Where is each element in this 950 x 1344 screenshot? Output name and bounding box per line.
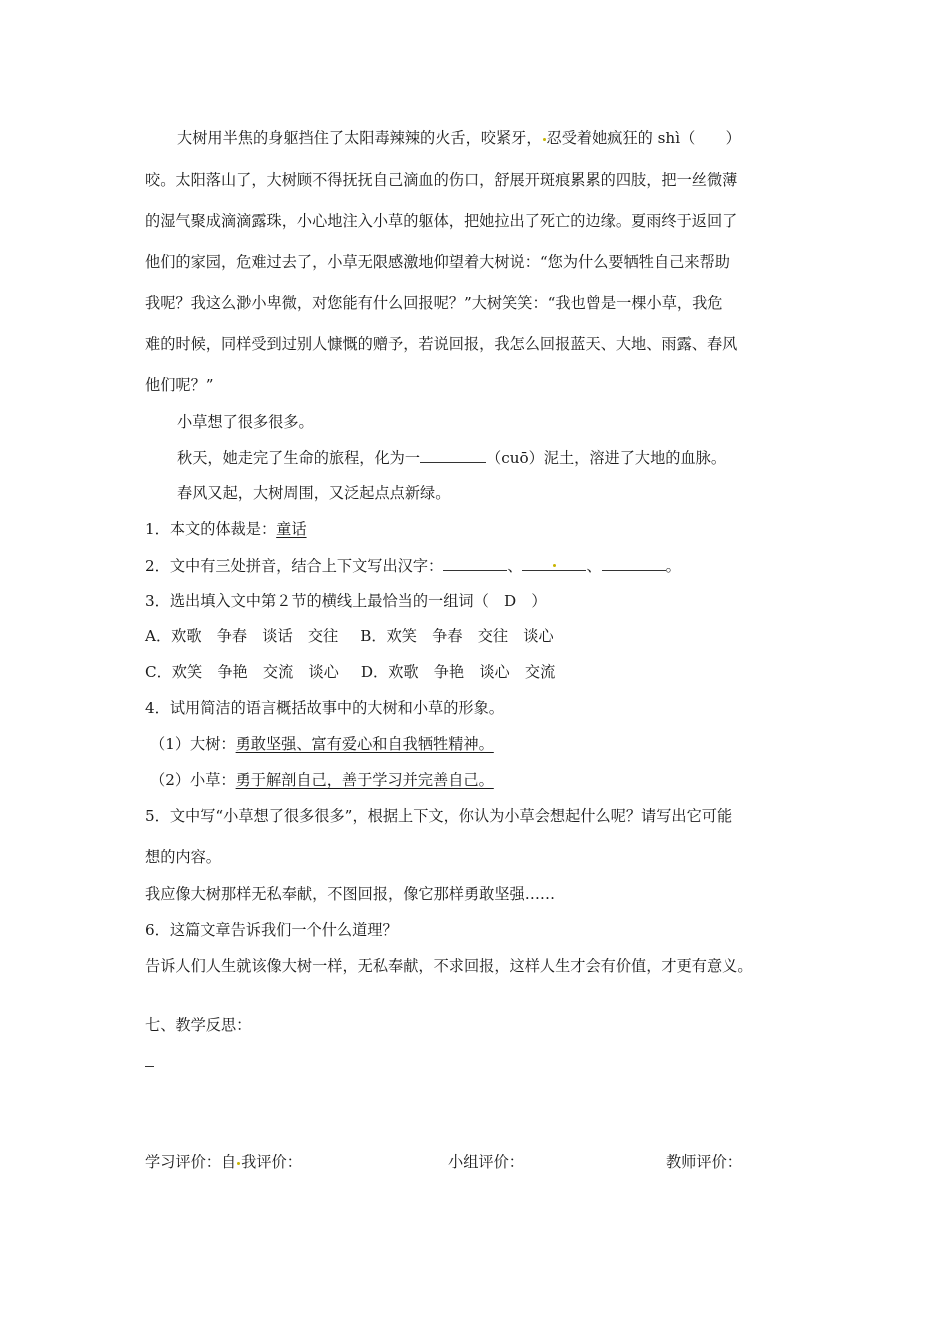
- passage-line: [177, 128, 817, 148]
- teacher-evaluation: 教师评价：: [666, 1153, 742, 1171]
- text-cursor[interactable]: [145, 1066, 154, 1067]
- passage-text: 忍受着她疯狂的 shì（ ）: [546, 129, 741, 147]
- fill-blank-3[interactable]: [602, 555, 666, 571]
- question-label: 2．文中有三处拼音，结合上下文写出汉字：: [145, 557, 444, 575]
- fill-blank-1[interactable]: [443, 555, 507, 571]
- separator: 、: [507, 557, 523, 575]
- option-b: B．欢笑 争春 交往 谈心: [360, 627, 554, 645]
- passage-paragraph-4: 春风又起，大树周围，又泛起点点新绿。: [177, 484, 451, 502]
- question-6-answer: 告诉人们人生就该像大树一样，无私奉献，不求回报，这样人生才会有价值，才更有意义。: [145, 957, 753, 975]
- question-label: （1）大树：: [150, 735, 236, 753]
- group-evaluation: 小组评价：: [448, 1153, 524, 1171]
- answer-text: 勇于解剖自己，善于学习并完善自己。: [235, 771, 494, 789]
- separator: 、: [586, 557, 602, 575]
- question-5-cont: 想的内容。: [145, 848, 221, 866]
- end-mark: 。: [665, 557, 681, 575]
- passage-line: 我呢？我这么渺小卑微，对您能有什么回报呢？”大树笑笑：“我也曾是一棵小草，我危: [145, 294, 723, 312]
- passage-paragraph-3: [177, 447, 817, 468]
- question-3-options-row-1: [145, 626, 815, 646]
- question-3-options-row-2: [145, 662, 815, 682]
- question-4-part-1: [150, 734, 820, 754]
- question-2: [145, 555, 815, 576]
- passage-text: 秋天，她走完了生命的旅程，化为一: [177, 449, 420, 467]
- answer-text: 童话: [276, 520, 307, 538]
- question-label: （2）小草：: [150, 771, 236, 789]
- question-5: 5．文中写“小草想了很多很多”，根据上下文，你认为小草会想起什么呢？请写出它可能: [145, 807, 733, 825]
- option-a: A．欢歌 争春 谈话 交往: [145, 627, 339, 645]
- question-3: 3．选出填入文中第２节的横线上最恰当的一组词（ D ）: [145, 592, 547, 610]
- question-4: 4．试用简洁的语言概括故事中的大树和小草的形象。: [145, 699, 504, 717]
- passage-paragraph-2: 小草想了很多很多。: [177, 413, 314, 431]
- question-label: 1．本文的体裁是：: [145, 520, 277, 538]
- passage-line: 他们的家园，危难过去了，小草无限感激地仰望着大树说：“您为什么要牺牲自己来帮助: [145, 253, 730, 271]
- passage-text: 大树用半焦的身躯挡住了太阳毒辣辣的火舌，咬紧牙，: [177, 129, 542, 147]
- question-5-answer: 我应像大树那样无私奉献，不图回报，像它那样勇敢坚强……: [145, 885, 556, 903]
- fill-blank-cuo[interactable]: [420, 447, 486, 463]
- self-evaluation: [145, 1152, 302, 1172]
- passage-line: 的湿气聚成滴滴露珠，小心地注入小草的躯体，把她拉出了死亡的边缘。夏雨终于返回了: [145, 212, 738, 230]
- passage-line: 难的时候，同样受到过别人慷慨的赠予，若说回报，我怎么回报蓝天、大地、雨露、春风: [145, 335, 738, 353]
- passage-line: 他们呢？”: [145, 376, 214, 394]
- eval-label: 我评价：: [241, 1153, 302, 1171]
- section-title: 七、教学反思：: [145, 1016, 252, 1034]
- question-6: 6．这篇文章告诉我们一个什么道理？: [145, 921, 398, 939]
- passage-text: （cuō）泥土，溶进了大地的血脉。: [486, 449, 727, 467]
- question-4-part-2: [150, 770, 820, 790]
- yellow-dot-mark: [237, 1162, 240, 1165]
- fill-blank-2[interactable]: [522, 555, 586, 571]
- option-c: C．欢笑 争艳 交流 谈心: [145, 663, 339, 681]
- yellow-dot-mark: [543, 138, 546, 141]
- option-d: D．欢歌 争艳 谈心 交流: [360, 663, 556, 681]
- answer-text: 勇敢坚强、富有爱心和自我牺牲精神。: [235, 735, 494, 753]
- eval-label: 学习评价：自: [145, 1153, 237, 1171]
- passage-line: 咬。太阳落山了，大树顾不得抚抚自己滴血的伤口，舒展开斑痕累累的四肢，把一丝微薄: [145, 171, 738, 189]
- question-1: [145, 519, 815, 539]
- yellow-dot-mark: [553, 564, 556, 567]
